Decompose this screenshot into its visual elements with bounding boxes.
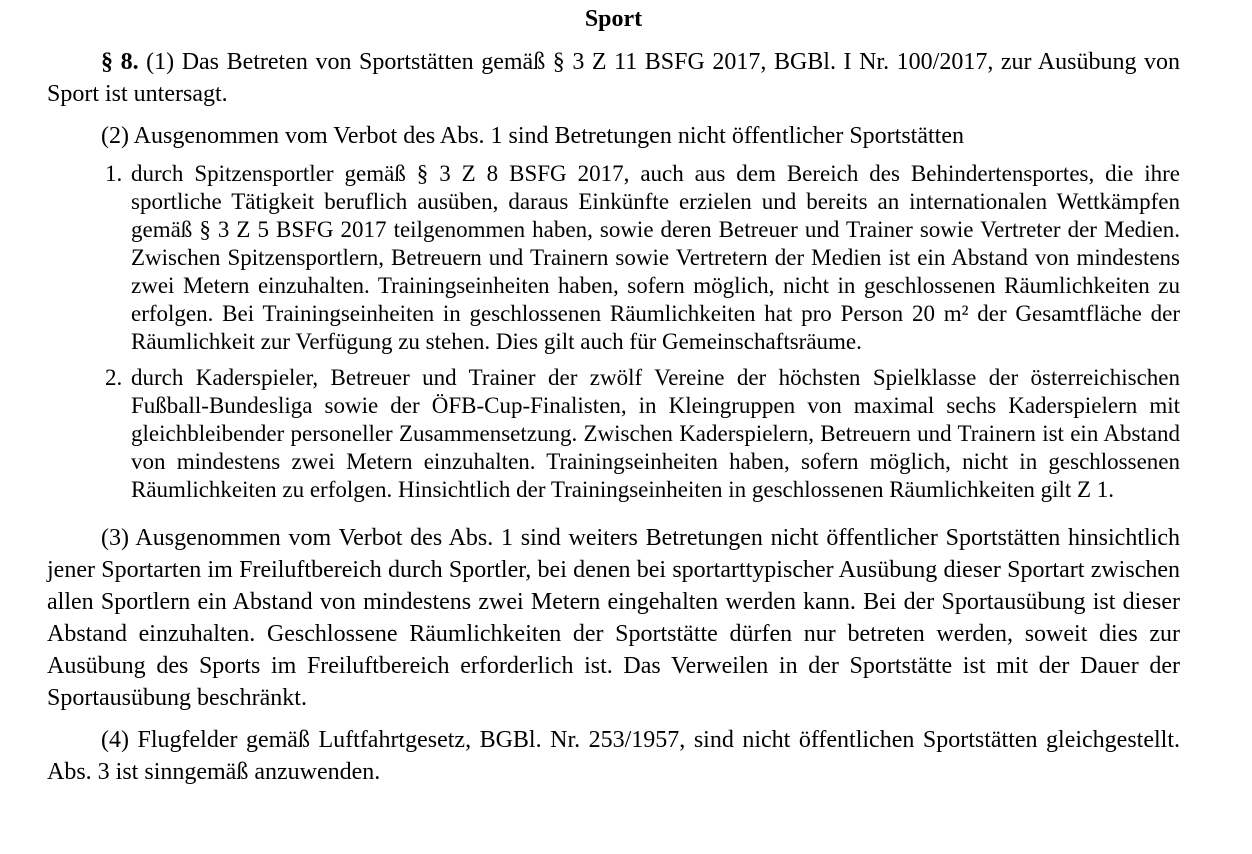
paragraph-3: (3) Ausgenommen vom Verbot des Abs. 1 sind weiters Betretungen nicht öffentlicher Sportstätten hinsichtlich jener Sportarten im Freiluftbereich durch Sportler, bei denen bei sportarttypischer Ausübung dieser Sportart zwischen allen Sportlern ein Abstand von mindestens zwei Metern eingehalten werden kann. Bei der Sportausübung ist dieser Abstand einzuhalten. Geschlossene Räumlichkeiten der Sportstätte dürfen nur betreten werden, soweit dies zur Ausübung des Sports im Freiluftbereich erforderlich ist. Das Verweilen in der Sportstätte ist mit der Dauer der Sportausübung beschränkt. — [47, 525, 1180, 711]
paragraph-4: (4) Flugfelder gemäß Luftfahrtgesetz, BGBl. Nr. 253/1957, sind nicht öffentlichen Sportstätten gleichgestellt. Abs. 3 ist sinngemäß anzuwenden. — [47, 727, 1180, 785]
document-page — [47, 0, 1180, 788]
section-number: § 8. — [101, 49, 139, 75]
paragraph-1 — [47, 46, 1180, 110]
list-item-text: durch Kaderspieler, Betreuer und Trainer der zwölf Vereine der höchsten Spielklasse der österreichischen Fußball-Bundesliga sowie der ÖFB-Cup-Finalisten, in Kleingruppen von maximal sechs Kaderspielern mit gleichbleibender personeller Zusammensetzung. Zwischen Kaderspielern, Betreuern und Trainern ist ein Abstand von mindestens zwei Metern einzuhalten. Trainingseinheiten haben, sofern möglich, nicht in geschlossenen Räumlichkeiten zu erfolgen. Hinsichtlich der Trainingseinheiten in geschlossenen Räumlichkeiten gilt Z 1. — [131, 365, 1180, 502]
list-item-number: 2. — [105, 365, 123, 390]
exception-list — [47, 160, 1180, 504]
list-item-2 — [47, 364, 1180, 504]
list-item-text: durch Spitzensportler gemäß § 3 Z 8 BSFG 2017, auch aus dem Bereich des Behindertensportes, die ihre sportliche Tätigkeit beruflich ausüben, daraus Einkünfte erzielen und bereits an internationalen Wettkämpfen gemäß § 3 Z 5 BSFG 2017 teilgenommen haben, sowie deren Betreuer und Trainer sowie Vertreter der Medien. Zwischen Spitzensportlern, Betreuern und Trainern sowie Vertretern der Medien ist ein Abstand von mindestens zwei Metern einzuhalten. Trainingseinheiten haben, sofern möglich, nicht in geschlossenen Räumlichkeiten zu erfolgen. Bei Trainingseinheiten in geschlossenen Räumlichkeiten hat pro Person 20 m² der Gesamtfläche der Räumlichkeit zur Verfügung zu stehen. Dies gilt auch für Gemeinschaftsräume. — [131, 161, 1180, 354]
section-heading: Sport — [584, 6, 643, 32]
paragraph-2: (2) Ausgenommen vom Verbot des Abs. 1 sind Betretungen nicht öffentlicher Sportstätten — [101, 123, 964, 149]
list-item-number: 1. — [105, 161, 123, 186]
paragraph-1-text: (1) Das Betreten von Sportstätten gemäß § 3 Z 11 BSFG 2017, BGBl. I Nr. 100/2017, zur Ausübung von Sport ist untersagt. — [47, 49, 1181, 107]
list-item-1 — [47, 160, 1180, 356]
